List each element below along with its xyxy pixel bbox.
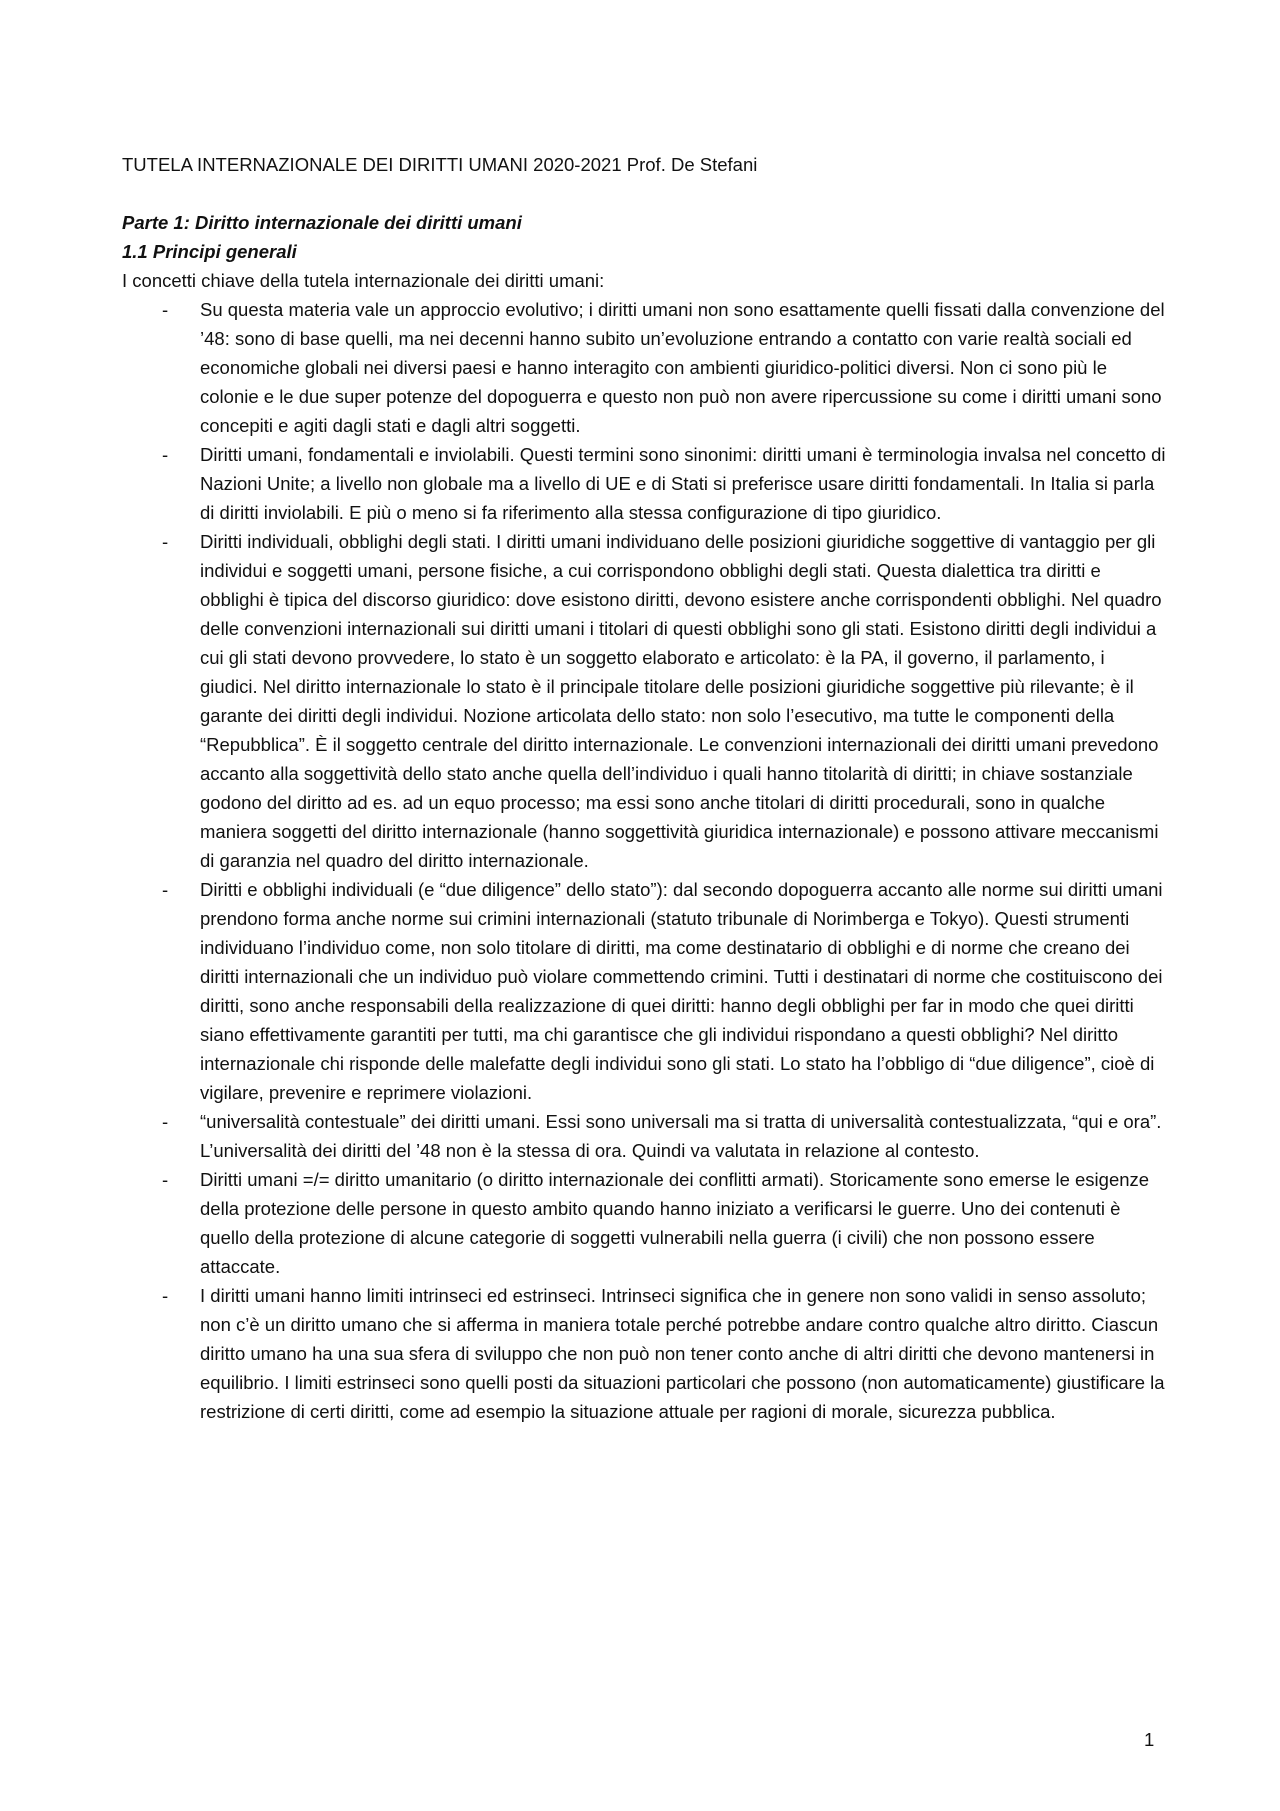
list-item (122, 1107, 1167, 1165)
list-item (122, 440, 1167, 527)
bullet-dash: - (162, 1169, 169, 1190)
list-item (122, 295, 1167, 440)
list-item (122, 1165, 1167, 1281)
key-concepts-list (122, 295, 1167, 1426)
bullet-dash: - (162, 879, 169, 900)
list-item (122, 1281, 1167, 1426)
section-heading: 1.1 Principi generali (122, 241, 297, 262)
document-title: TUTELA INTERNAZIONALE DEI DIRITTI UMANI 2020-2021 Prof. De Stefani (122, 154, 758, 175)
bullet-dash: - (162, 531, 169, 552)
list-item-text: Diritti e obblighi individuali (e “due diligence” dello stato”): dal secondo dopoguerra accanto alle norme sui diritti umani prendono forma anche norme sui crimini internazionali (statuto tribunale di Norimberga e Tokyo). Questi strumenti individuano l’individuo come, non solo titolare di diritti, ma come destinatario di obblighi e di norme che creano dei diritti internazionali che un individuo può violare commettendo crimini. Tutti i destinatari di norme che costituiscono dei diritti, sono anche responsabili della realizzazione di quei diritti: hanno degli obblighi per far in modo che quei diritti siano effettivamente garantiti per tutti, ma chi garantisce che gli individui rispondano a questi obblighi? Nel diritto internazionale chi risponde delle malefatte degli individui sono gli stati. Lo stato ha l’obbligo di “due diligence”, cioè di vigilare, prevenire e reprimere violazioni. (200, 879, 1163, 1103)
blank-line (122, 179, 1167, 208)
intro-paragraph: I concetti chiave della tutela internazionale dei diritti umani: (122, 270, 605, 291)
list-item-text: Diritti umani =/= diritto umanitario (o diritto internazionale dei conflitti armati). Storicamente sono emerse le esigenze della protezione delle persone in questo ambito quando hanno iniziato a verificarsi le guerre. Uno dei contenuti è quello della protezione di alcune categorie di soggetti vulnerabili nella guerra (i civili) che non possono essere attaccate. (200, 1169, 1150, 1277)
bullet-dash: - (162, 1285, 169, 1306)
bullet-dash: - (162, 1111, 169, 1132)
bullet-dash: - (162, 444, 169, 465)
part-heading: Parte 1: Diritto internazionale dei diritti umani (122, 212, 522, 233)
bullet-dash: - (162, 299, 169, 320)
list-item-text: Diritti umani, fondamentali e inviolabili. Questi termini sono sinonimi: diritti umani è terminologia invalsa nel concetto di Nazioni Unite; a livello non globale ma a livello di UE e di Stati si preferisce usare diritti fondamentali. In Italia si parla di diritti inviolabili. E più o meno si fa riferimento alla stessa configurazione di tipo giuridico. (200, 444, 1166, 523)
list-item (122, 875, 1167, 1107)
list-item-text: “universalità contestuale” dei diritti umani. Essi sono universali ma si tratta di universalità contestualizzata, “qui e ora”. L’universalità dei diritti del ’48 non è la stessa di ora. Quindi va valutata in relazione al contesto. (200, 1111, 1162, 1161)
list-item (122, 527, 1167, 875)
list-item-text: Su questa materia vale un approccio evolutivo; i diritti umani non sono esattamente quelli fissati dalla convenzione del ’48: sono di base quelli, ma nei decenni hanno subito un’evoluzione entrando a contatto con varie realtà sociali ed economiche globali nei diversi paesi e hanno interagito con ambienti giuridico-politici diversi. Non ci sono più le colonie e le due super potenze del dopoguerra e questo non può non avere ripercussione su come i diritti umani sono concepiti e agiti dagli stati e dagli altri soggetti. (200, 299, 1165, 436)
page-content (122, 150, 1167, 1426)
list-item-text: I diritti umani hanno limiti intrinseci ed estrinseci. Intrinseci significa che in genere non sono validi in senso assoluto; non c’è un diritto umano che si afferma in maniera totale perché potrebbe andare contro qualche altro diritto. Ciascun diritto umano ha una sua sfera di sviluppo che non può non tener conto anche di altri diritti che devono mantenersi in equilibrio. I limiti estrinseci sono quelli posti da situazioni particolari che possono (non automaticamente) giustificare la restrizione di certi diritti, come ad esempio la situazione attuale per ragioni di morale, sicurezza pubblica. (200, 1285, 1165, 1422)
page-number: 1 (1144, 1729, 1155, 1750)
list-item-text: Diritti individuali, obblighi degli stati. I diritti umani individuano delle posizioni giuridiche soggettive di vantaggio per gli individui e soggetti umani, persone fisiche, a cui corrispondono obblighi degli stati. Questa dialettica tra diritti e obblighi è tipica del discorso giuridico: dove esistono diritti, devono esistere anche corrispondenti obblighi. Nel quadro delle convenzioni internazionali sui diritti umani i titolari di questi obblighi sono gli stati. Esistono diritti degli individui a cui gli stati devono provvedere, lo stato è un soggetto elaborato e articolato: è la PA, il governo, il parlamento, i giudici. Nel diritto internazionale lo stato è il principale titolare delle posizioni giuridiche soggettive più rilevante; è il garante dei diritti degli individui. Nozione articolata dello stato: non solo l’esecutivo, ma tutte le componenti della “Repubblica”. È il soggetto centrale del diritto internazionale. Le convenzioni internazionali dei diritti umani prevedono accanto alla soggettività dello stato anche quella dell’individuo i quali hanno titolarità di diritti; in chiave sostanziale godono del diritto ad es. ad un equo processo; ma essi sono anche titolari di diritti procedurali, sono in qualche maniera soggetti del diritto internazionale (hanno soggettività giuridica internazionale) e possono attivare meccanismi di garanzia nel quadro del diritto internazionale. (200, 531, 1162, 871)
